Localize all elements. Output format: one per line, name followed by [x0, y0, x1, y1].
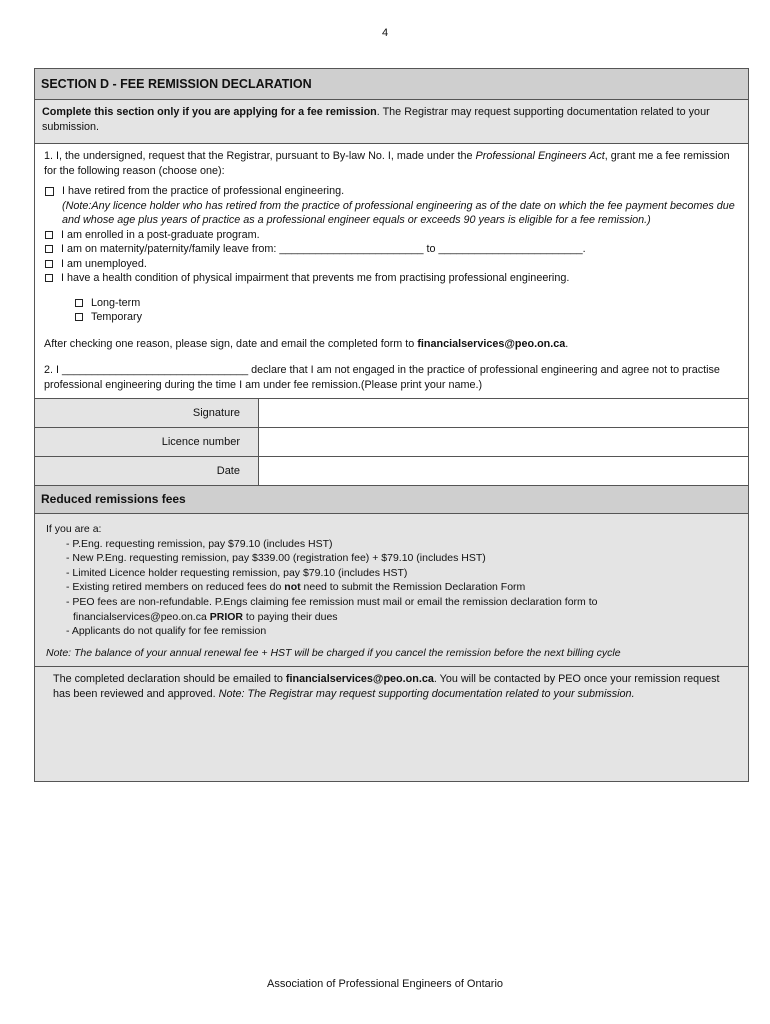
list-item: - P.Eng. requesting remission, pay $79.10 (includes HST) [66, 537, 333, 550]
checkbox-temporary[interactable] [75, 313, 83, 321]
option-postgrad[interactable] [44, 228, 739, 243]
option-leave[interactable] [44, 242, 739, 257]
final-instruction [35, 667, 748, 781]
declaration-body [35, 144, 748, 399]
retired-text-a: - Existing retired members on reduced fees do [66, 581, 285, 594]
list-item: - Limited Licence holder requesting remission, pay $79.10 (includes HST) [66, 566, 408, 579]
final-email-link[interactable]: financialservices@peo.on.ca [285, 673, 434, 686]
final-note: Note: The Registrar may request supporting documentation related to your submission. [218, 688, 635, 701]
option-health[interactable] [44, 271, 739, 286]
long-term-label: Long-term [91, 296, 141, 309]
signature-field[interactable] [259, 399, 748, 427]
section-title: SECTION D - FEE REMISSION DECLARATION [35, 69, 748, 100]
act-name: Professional Engineers Act [475, 150, 605, 162]
declaration-para2: 2. I _______________________________ declare that I am not engaged in the practice of professional engineering and agree not to practise professional engineering during the time I am under fee remission.(Please print your name.) [44, 364, 720, 391]
signature-label: Signature [35, 399, 259, 427]
checkbox-leave[interactable] [45, 245, 53, 253]
option-health-label: I have a health condition of physical impairment that prevents me from practising professional engineering. [61, 272, 570, 284]
footer: Association of Professional Engineers of Ontario [266, 978, 504, 990]
date-row [35, 457, 748, 486]
prior-bold: PRIOR [209, 610, 243, 623]
intro-bold: Complete this section only if you are applying for a fee remission [42, 106, 377, 118]
declaration-para1 [44, 149, 739, 178]
para1-text-b: , grant me a fee remission for the following reason (choose one): [44, 150, 730, 177]
checkbox-health[interactable] [45, 274, 53, 282]
nonref-text-c: to paying their dues [243, 610, 338, 623]
option-leave-label: I am on maternity/paternity/family leave from: ________________________ to ________________________. [61, 243, 586, 255]
checkbox-long-term[interactable] [75, 299, 83, 307]
sub-option-long-term[interactable] [74, 296, 739, 311]
list-item-nonrefundable-cont [46, 610, 738, 625]
intro-rest: . The Registrar may request supporting documentation related to your submission. [42, 106, 710, 133]
after-check-instruction [44, 337, 739, 352]
list-item-nonrefundable: - PEO fees are non-refundable. P.Engs claiming fee remission must mail or email the remission declaration form to [66, 595, 598, 608]
date-field[interactable] [259, 457, 748, 485]
checkbox-postgrad[interactable] [45, 231, 53, 239]
final-text-a: The completed declaration should be emailed to [53, 673, 286, 686]
fee-remission-form [34, 68, 749, 782]
list-item-applicants: - Applicants do not qualify for fee remission [66, 625, 267, 638]
retired-note: (Note:Any licence holder who has retired from the practice of professional engineering as of the date on which the fee payment becomes due and whose age plus years of practice as a professional engineer equals or exceeds 90 years is eligible for a fee remission.) [62, 199, 735, 226]
signature-row [35, 399, 748, 428]
sub-option-temporary[interactable] [74, 310, 739, 325]
option-unemployed-label: I am unemployed. [61, 257, 147, 270]
date-label: Date [35, 457, 259, 485]
reduced-title: Reduced remissions fees [35, 486, 748, 514]
option-postgrad-label: I am enrolled in a post-graduate program. [61, 228, 260, 241]
reduced-note: Note: The balance of your annual renewal fee + HST will be charged if you cancel the remission before the next billing cycle [46, 646, 621, 659]
licence-row [35, 428, 748, 457]
para1-text-a: 1. I, the undersigned, request that the Registrar, pursuant to By-law No. I, made under the [44, 150, 476, 162]
temporary-label: Temporary [91, 311, 143, 323]
option-unemployed[interactable] [44, 257, 739, 272]
reduced-lead: If you are a: [46, 523, 102, 535]
option-retired-label: I have retired from the practice of professional engineering. [62, 185, 345, 197]
reduced-body [35, 514, 748, 667]
list-item-retired [46, 580, 738, 595]
licence-label: Licence number [35, 428, 259, 456]
checkbox-unemployed[interactable] [45, 260, 53, 268]
after-check-text: After checking one reason, please sign, date and email the completed form to [44, 337, 418, 350]
final-text-b: . You will be contacted by PEO once your remission request has been reviewed and approved. [53, 673, 720, 701]
retired-bold: not [284, 581, 301, 594]
list-item: - New P.Eng. requesting remission, pay $339.00 (registration fee) + $79.10 (includes HST) [66, 552, 486, 565]
option-retired[interactable] [44, 184, 739, 199]
retired-text-b: need to submit the Remission Declaration Form [300, 581, 526, 594]
page-number: 4 [381, 27, 389, 39]
licence-field[interactable] [259, 428, 748, 456]
section-intro [35, 100, 748, 144]
nonref-email: financialservices@peo.on.ca [73, 610, 210, 623]
email-link[interactable]: financialservices@peo.on.ca [417, 337, 566, 350]
checkbox-retired[interactable] [45, 187, 54, 196]
after-check-end: . [565, 337, 569, 350]
